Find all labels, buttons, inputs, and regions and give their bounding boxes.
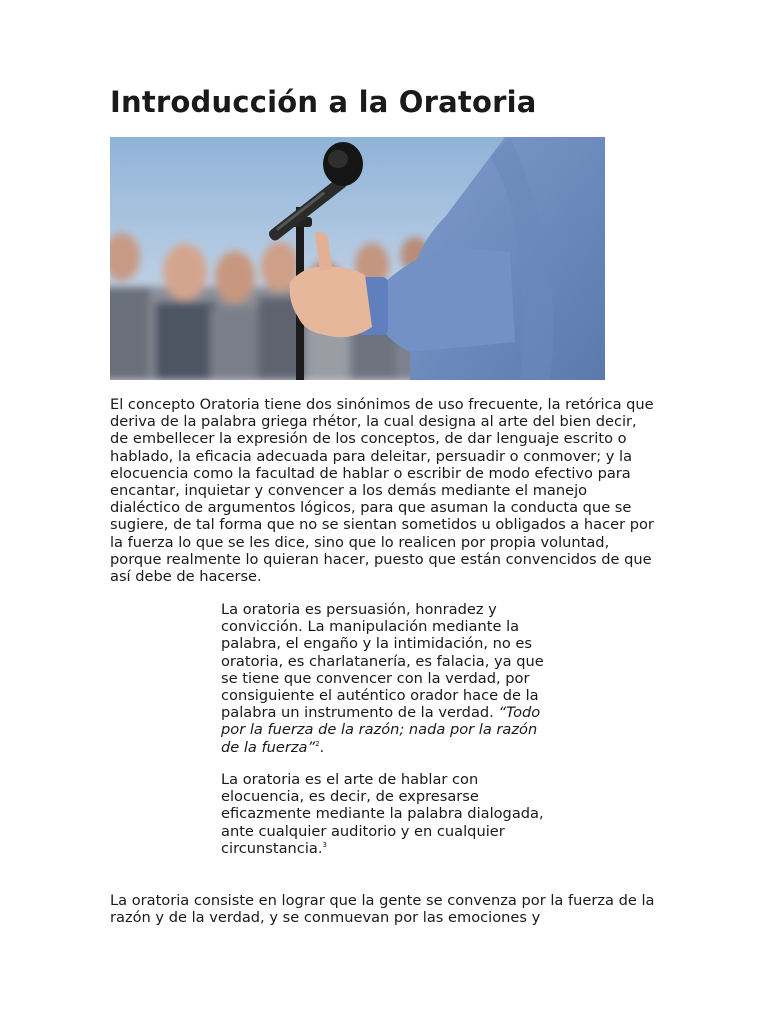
intro-paragraph: El concepto Oratoria tiene dos sinónimos de uso frecuente, la retórica que deriva de la palabra griega rhétor, la cual designa al arte del bien decir, de embellecer la expresión de los conceptos, de dar lenguaje escrito o hablado, la eficacia adecuada para deleitar, persuadir o conmover; y la elocuencia como la facultad de hablar o escribir de modo efectivo para encantar, inquietar y convencer a los demás mediante el manejo dialéctico de argumentos lógicos, para que asuman la conducta que se sugiere, de tal forma que no se sientan sometidos u obligados a hacer por la fuerza lo que se les dice, sino que lo realicen por propia voluntad, porque realmente lo quieran hacer, puesto que están convencidos de que así debe de hacerse.	[110, 396, 654, 586]
quote-text: La oratoria es persuasión, honradez y convicción. La manipulación mediante la palabra, el engaño y la intimidación, no es oratoria, es charlatanería, es falacia, ya que se tiene que convencer con la verdad, por consiguiente el auténtico orador hace de la palabra un instrumento de la verdad.	[221, 601, 544, 722]
footnote-ref-3: 3	[322, 840, 327, 849]
quote-text: La oratoria es el arte de hablar con elocuencia, es decir, de expresarse eficazmente mediante la palabra dialogada, ante cualquier auditorio y en cualquier circunstancia.	[221, 771, 544, 857]
closing-paragraph: La oratoria consiste en lograr que la gente se convenza por la fuerza de la razón y de la verdad, y se conmuevan por las emociones y	[110, 892, 655, 927]
page-title: Introducción a la Oratoria	[110, 85, 537, 119]
footnote-ref-2: 2	[315, 739, 320, 748]
quote-block-persuasion	[221, 601, 551, 756]
quote-end: .	[319, 738, 325, 756]
quote-italic: “Todo por la fuerza de la razón; nada por la razón de la fuerza”	[221, 704, 541, 756]
speaker-microphone-photo	[110, 137, 605, 380]
quote-block-definition	[221, 771, 551, 857]
